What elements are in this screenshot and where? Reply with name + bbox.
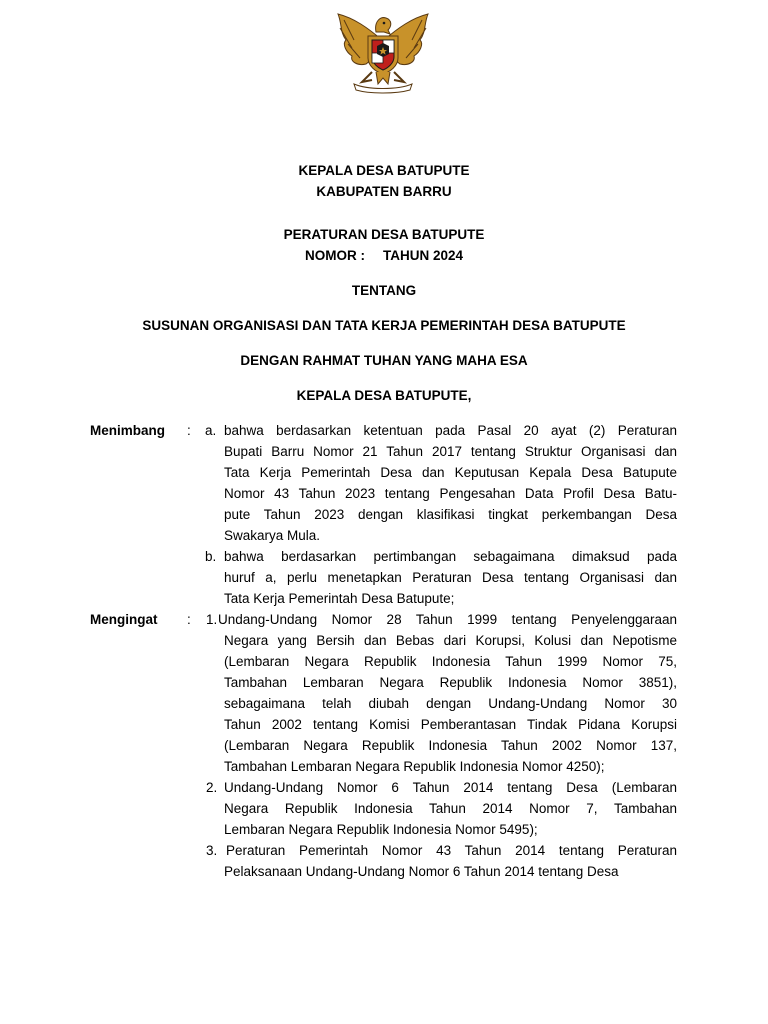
menimbang-marker-b: b. <box>205 549 217 564</box>
text-line: Negara Republik Indonesia Tahun 2014 Nomor 7, Tambahan <box>224 801 677 816</box>
text-line: bahwa berdasarkan ketentuan pada Pasal 20 ayat (2) Peraturan <box>224 423 677 438</box>
text-line: Tata Kerja Pemerintah Desa dan Keputusan Kepala Desa Batupute <box>224 465 677 480</box>
text-line: Bupati Barru Nomor 21 Tahun 2017 tentang Struktur Organisasi dan <box>224 444 677 459</box>
mengingat-label: Mengingat <box>90 612 158 627</box>
blessing-line: DENGAN RAHMAT TUHAN YANG MAHA ESA <box>240 353 528 368</box>
text-line: huruf a, perlu menetapkan Peraturan Desa tentang Organisasi dan <box>224 570 677 585</box>
text-line: Undang-Undang Nomor 6 Tahun 2014 tentang Desa (Lembaran <box>224 780 677 795</box>
text-line: Tahun 2002 tentang Komisi Pemberantasan Tindak Pidana Korupsi <box>224 717 677 732</box>
text-line: sebagaimana telah diubah dengan Undang-Undang Nomor 30 <box>224 696 677 711</box>
menimbang-label: Menimbang <box>90 423 166 438</box>
mengingat-marker-3: 3. <box>206 843 218 858</box>
mengingat-marker-1: 1. <box>206 612 218 627</box>
heading-office: KEPALA DESA BATUPUTE <box>298 163 470 178</box>
mengingat-item-1-cont <box>224 630 677 777</box>
signatory-heading: KEPALA DESA BATUPUTE, <box>296 388 472 403</box>
text-line: pute Tahun 2023 dengan klasifikasi tingkat perkembangan Desa <box>224 507 677 522</box>
text-line: Pelaksanaan Undang-Undang Nomor 6 Tahun 2014 tentang Desa <box>224 864 619 879</box>
mengingat-item-3-cont <box>224 861 677 882</box>
text-line: bahwa berdasarkan pertimbangan sebagaimana dimaksud pada <box>224 549 677 564</box>
garuda-emblem <box>332 10 434 94</box>
regulation-subject: SUSUNAN ORGANISASI DAN TATA KERJA PEMERINTAH DESA BATUPUTE <box>142 318 626 333</box>
mengingat-item-1 <box>218 609 677 630</box>
menimbang-item-b <box>224 546 677 609</box>
text-line: Swakarya Mula. <box>224 528 321 543</box>
mengingat-item-2 <box>224 777 677 840</box>
menimbang-colon: : <box>187 423 191 438</box>
text-line: Nomor 43 Tahun 2023 tentang Pengesahan Data Profil Desa Batu- <box>224 486 677 501</box>
tentang-heading: TENTANG <box>351 283 417 298</box>
mengingat-marker-2: 2. <box>206 780 218 795</box>
nomor-year: TAHUN 2024 <box>382 248 464 263</box>
regulation-number <box>0 248 768 263</box>
text-line: Undang-Undang Nomor 28 Tahun 1999 tentang Penyelenggaraan <box>218 612 677 627</box>
text-line: (Lembaran Negara Republik Indonesia Tahun 2002 Nomor 137, <box>224 738 677 753</box>
mengingat-item-3 <box>226 840 677 861</box>
nomor-label: NOMOR : <box>304 248 365 263</box>
text-line: Tambahan Lembaran Negara Republik Indonesia Nomor 4250); <box>224 759 605 774</box>
mengingat-colon: : <box>187 612 191 627</box>
text-line: Peraturan Pemerintah Nomor 43 Tahun 2014 tentang Peraturan <box>226 843 677 858</box>
text-line: Tata Kerja Pemerintah Desa Batupute; <box>224 591 455 606</box>
menimbang-item-a <box>224 420 677 546</box>
text-line: Negara yang Bersih dan Bebas dari Korupsi, Kolusi dan Nepotisme <box>224 633 677 648</box>
text-line: (Lembaran Negara Republik Indonesia Tahun 1999 Nomor 75, <box>224 654 677 669</box>
menimbang-marker-a: a. <box>205 423 217 438</box>
heading-regency: KABUPATEN BARRU <box>316 184 452 199</box>
regulation-title: PERATURAN DESA BATUPUTE <box>283 227 485 242</box>
text-line: Tambahan Lembaran Negara Republik Indonesia Nomor 3851), <box>224 675 677 690</box>
text-line: Lembaran Negara Republik Indonesia Nomor 5495); <box>224 822 538 837</box>
